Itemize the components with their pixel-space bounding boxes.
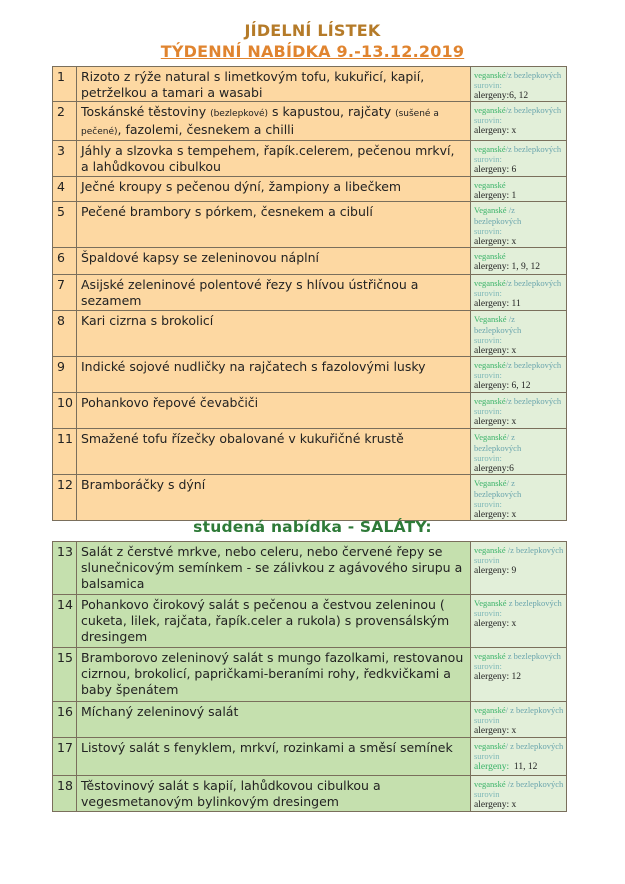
dish-info [471,248,567,275]
table-row [53,102,567,141]
dish-info [471,393,567,429]
dish-note: (sušené a pečené) [81,109,439,137]
ingredients-label: surovin: [474,115,502,125]
ingredients-label: surovin [474,715,500,725]
table-row [53,177,567,202]
ingredients-label: surovin [474,751,500,761]
dish-name: Bramborovo zeleninový salát s mungo fazolkami, restovanou cizrnou, brokolicí, papričkami-beraními rohy, ředkvičkami a baby špenátem [77,648,471,702]
vegan-label: veganské [474,180,506,190]
gluten-free-label: /z bezlepkových [505,545,564,555]
gluten-free-label: /z bezlepkových [505,70,562,80]
table-row [53,202,567,248]
ingredients-label: surovin: [474,499,502,509]
gluten-free-label: / z bezlepkových [474,478,522,499]
allergens: alergeny: x [474,237,517,247]
table-row [53,248,567,275]
ingredients-label: surovin: [474,335,502,345]
allergens: alergeny: 1 [474,191,517,201]
vegan-label: veganské [474,70,506,80]
dish-name-part: , fazolemi, česnekem a chilli [117,122,295,137]
table-row [53,141,567,177]
gluten-free-label: /z bezlepkových [474,314,522,335]
gluten-free-label: z bezlepkových [506,598,562,608]
dish-info [471,102,567,141]
warm-menu-table [52,66,567,521]
table-row [53,475,567,521]
dish-name: Smažené tofu řízečky obalované v kukuřičné krustě [77,429,471,475]
item-number: 16 [53,702,77,738]
allergens: alergeny: 6 [474,165,517,175]
dish-name: Těstovinový salát s kapií, lahůdkovou cibulkou a vegesmetanovým bylinkovým dresingem [77,776,471,812]
vegan-label: Veganské [474,598,507,608]
dish-name: Rizoto z rýže natural s limetkovým tofu, kukuřicí, kapií, petrželkou a tamari a wasabi [77,67,471,102]
allergens-label: alergeny: [474,762,510,772]
item-number: 3 [53,141,77,177]
item-number: 17 [53,738,77,776]
gluten-free-label: /z bezlepkových [505,144,562,154]
table-row [53,393,567,429]
table-row [53,738,567,776]
dish-name: Salát z čerstvé mrkve, nebo celeru, nebo červené řepy se slunečnicovým semínkem - se zálivkou z agávového sirupu a balsamica [77,542,471,595]
dish-info [471,177,567,202]
dish-name: Asijské zeleninové polentové řezy s hlívou ústřičnou a sezamem [77,275,471,311]
vegan-label: veganské [474,545,506,555]
table-row [53,648,567,702]
item-number: 9 [53,357,77,393]
vegan-label: veganské [474,779,506,789]
menu-title: JÍDELNÍ LÍSTEK [244,21,381,40]
dish-name: Pečené brambory s pórkem, česnekem a cibulí [77,202,471,248]
dish-info [471,648,567,702]
menu-week-subtitle: TÝDENNÍ NABÍDKA 9.-13.12.2019 [160,42,465,61]
vegan-label: veganské [474,741,506,751]
vegan-label: Veganské [474,432,507,442]
table-row [53,275,567,311]
dish-name: Pohankovo čirokový salát s pečenou a čestvou zeleninou ( cuketa, lilek, rajčata, řapík.celer a rukola) s provensálským dresingem [77,595,471,648]
gluten-free-label: /z bezlepkových [505,779,564,789]
table-row [53,429,567,475]
allergens: alergeny: 12 [474,672,522,682]
table-row [53,595,567,648]
dish-info [471,357,567,393]
ingredients-label: surovin [474,555,500,565]
table-row [53,702,567,738]
item-number: 2 [53,102,77,141]
table-row [53,67,567,102]
ingredients-label: surovin: [474,406,502,416]
gluten-free-label: /z bezlepkových [474,205,522,226]
item-number: 5 [53,202,77,248]
item-number: 8 [53,311,77,357]
table-row [53,311,567,357]
dish-name [77,102,471,141]
ingredients-label: surovin [474,789,500,799]
gluten-free-label: / z bezlepkových [505,705,564,715]
allergens-value: 11, 12 [513,762,538,772]
allergens: alergeny: 6, 12 [474,381,531,391]
table-row [53,357,567,393]
item-number: 6 [53,248,77,275]
item-number: 15 [53,648,77,702]
vegan-label: veganské [474,705,506,715]
table-row [53,542,567,595]
allergens: alergeny: x [474,126,517,136]
dish-name: Indické sojové nudličky na rajčatech s fazolovými lusky [77,357,471,393]
gluten-free-label: z bezlepkových [505,651,561,661]
allergens: alergeny:6, 12 [474,91,529,101]
ingredients-label: surovin: [474,608,502,618]
dish-info [471,275,567,311]
allergens [474,762,564,772]
dish-name: Jáhly a slzovka s tempehem, řapík.celerem, pečenou mrkví, a lahůdkovou cibulkou [77,141,471,177]
gluten-free-label: / z bezlepkových [505,741,564,751]
item-number: 11 [53,429,77,475]
gluten-free-label: /z bezlepkových [505,105,562,115]
allergens: alergeny: x [474,417,517,427]
allergens: alergeny: 9 [474,566,517,576]
allergens: alergeny:6 [474,464,514,474]
table-row [53,776,567,812]
gluten-free-label: /z bezlepkových [505,278,562,288]
dish-name-part: Toskánské těstoviny [81,104,211,119]
item-number: 18 [53,776,77,812]
dish-info [471,702,567,738]
dish-info [471,202,567,248]
item-number: 13 [53,542,77,595]
dish-name: Míchaný zeleninový salát [77,702,471,738]
ingredients-label: surovin: [474,80,502,90]
dish-info [471,141,567,177]
dish-name: Ječné kroupy s pečenou dýní, žampiony a libečkem [77,177,471,202]
allergens: alergeny: x [474,800,517,810]
item-number: 4 [53,177,77,202]
dish-name: Pohankovo řepové čevabčiči [77,393,471,429]
vegan-label: Veganské [474,205,507,215]
dish-info [471,67,567,102]
item-number: 12 [53,475,77,521]
dish-name: Listový salát s fenyklem, mrkví, rozinkami a směsí semínek [77,738,471,776]
vegan-label: veganské [474,278,506,288]
allergens: alergeny: x [474,726,517,736]
ingredients-label: surovin: [474,661,502,671]
allergens: alergeny: x [474,510,517,520]
dish-info [471,738,567,776]
vegan-label: Veganské [474,314,507,324]
item-number: 1 [53,67,77,102]
vegan-label: veganské [474,360,506,370]
vegan-label: veganské [474,651,506,661]
dish-info [471,475,567,521]
allergens: alergeny: 11 [474,299,521,309]
gluten-free-label: / z bezlepkových [474,432,522,453]
allergens: alergeny: x [474,346,517,356]
dish-info [471,595,567,648]
vegan-label: veganské [474,105,506,115]
vegan-label: veganské [474,144,506,154]
vegan-label: veganské [474,251,506,261]
dish-info [471,311,567,357]
ingredients-label: surovin: [474,154,502,164]
dish-name: Kari cizrna s brokolicí [77,311,471,357]
gluten-free-label: /z bezlepkových [505,360,562,370]
dish-name-part: s kapustou, rajčaty [268,104,396,119]
allergens: alergeny: 1, 9, 12 [474,262,541,272]
dish-name: Špaldové kapsy se zeleninovou náplní [77,248,471,275]
dish-info [471,776,567,812]
dish-name: Bramboráčky s dýní [77,475,471,521]
allergens: alergeny: x [474,619,517,629]
gluten-free-label: /z bezlepkových [505,396,562,406]
item-number: 14 [53,595,77,648]
dish-note: (bezlepkové) [210,109,269,119]
ingredients-label: surovin: [474,226,502,236]
ingredients-label: surovin: [474,453,502,463]
item-number: 7 [53,275,77,311]
vegan-label: Veganské [474,478,507,488]
dish-info [471,542,567,595]
ingredients-label: surovin: [474,370,502,380]
salad-section-heading: studená nabídka - SALÁTY: [193,518,432,536]
dish-info [471,429,567,475]
salad-menu-table [52,541,567,812]
item-number: 10 [53,393,77,429]
ingredients-label: surovin: [474,288,502,298]
vegan-label: veganské [474,396,506,406]
